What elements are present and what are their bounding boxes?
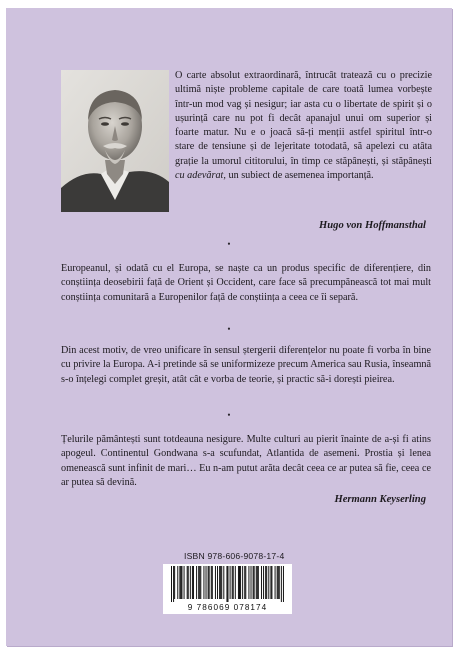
barcode-bar <box>257 566 258 599</box>
barcode-bar <box>188 566 189 599</box>
barcode-bar <box>256 566 257 599</box>
barcode-bar <box>258 566 259 599</box>
barcode-bar <box>208 566 209 599</box>
barcode-bar <box>251 566 252 599</box>
barcode-digits: 9 786069 078174 <box>187 603 268 612</box>
barcode-bar <box>198 566 199 599</box>
barcode-bar <box>228 566 229 602</box>
barcode <box>163 564 292 614</box>
barcode-bar <box>203 566 204 599</box>
barcode-bar <box>226 566 227 602</box>
barcode-bar <box>254 566 255 599</box>
back-cover <box>6 8 452 646</box>
barcode-bar <box>235 566 236 599</box>
barcode-bar <box>245 566 246 599</box>
barcode-bar <box>281 566 282 602</box>
barcode-bar <box>221 566 222 599</box>
barcode-bar <box>244 566 245 599</box>
barcode-bar <box>270 566 271 599</box>
quote1-emphasis: cu adevărat, <box>175 170 226 182</box>
barcode-bar <box>232 566 233 599</box>
isbn-number: ISBN 978-606-9078-17-4 <box>184 551 285 561</box>
barcode-bar <box>180 566 181 599</box>
barcode-icon <box>163 564 292 602</box>
barcode-bar <box>184 566 185 599</box>
barcode-bar <box>263 566 264 599</box>
barcode-bar <box>265 566 266 599</box>
barcode-bar <box>253 566 254 599</box>
barcode-bar <box>215 566 216 599</box>
author-signature-keyserling: Hermann Keyserling <box>334 494 426 505</box>
separator-bullet: • <box>227 410 231 420</box>
barcode-bar <box>266 566 267 599</box>
barcode-bar <box>179 566 180 599</box>
portrait-photo <box>61 70 169 212</box>
author-signature-hoffmansthal: Hugo von Hoffmansthal <box>319 220 426 231</box>
barcode-bar <box>181 566 182 599</box>
barcode-bar <box>223 566 224 599</box>
separator-bullet: • <box>227 239 231 249</box>
barcode-bar <box>177 566 178 599</box>
barcode-bar <box>242 566 243 599</box>
barcode-bar <box>271 566 272 599</box>
barcode-bar <box>239 566 240 599</box>
barcode-bar <box>190 566 191 599</box>
barcode-bar <box>240 566 241 599</box>
barcode-bar <box>268 566 269 599</box>
barcode-bar <box>279 566 280 599</box>
barcode-bar <box>200 566 201 599</box>
separator-bullet: • <box>227 324 231 334</box>
barcode-bar <box>217 566 218 599</box>
paragraph-europeanul: Europeanul, și odată cu el Europa, se naște ca un produs specific de diferențiere, din conștiința deosebirii față de Orient și Occident, care face să precumpănească tot mai mult conștiința comunitară a Europenilor față de conștiința a ceea ce îi separă. <box>61 263 431 303</box>
barcode-bar <box>233 566 234 599</box>
barcode-bar <box>211 566 212 599</box>
barcode-bar <box>192 566 193 599</box>
barcode-bar <box>193 566 194 599</box>
barcode-bar <box>171 566 172 602</box>
quote-hoffmansthal <box>175 69 432 183</box>
quote1-text-before: O carte absolut extraordinară, întrucât tratează cu o precizie ultimă niște probleme capitale de care toată lumea vorbește într-un mod vag și nesigur; iar asta cu o libertate de spirit și o ușurință care nu pot fi decât apanajul unui om superior și foarte matur. Nu e o joacă să-ți menții astfel spiritul într-o stare de tensiune și de lejeritate totodată, să apelezi cu atâta grație la umorul cititorului, în timp ce stăpânești, și stăpânești <box>175 70 432 167</box>
barcode-bar <box>173 566 174 602</box>
barcode-bar <box>174 566 175 599</box>
quote1-text-after: un subiect de asemenea importanță. <box>225 170 374 182</box>
barcode-bar <box>238 566 239 599</box>
barcode-bar <box>219 566 220 599</box>
barcode-bar <box>206 566 207 599</box>
barcode-bar <box>278 566 279 599</box>
barcode-bar <box>277 566 278 599</box>
barcode-bar <box>248 566 249 599</box>
paragraph-teluri: Țelurile pământești sunt totdeauna nesigure. Multe culturi au pierit înainte de a-și fi atins apogeul. Continentul Gondwana s-a scufundat, Atlantida de asemeni. Prostia și lenea omenească sunt infinit de mari… Eu n-am putut arăta decât ceea ce ar putea să fie, ceea ce ar putea să devină. <box>61 434 431 488</box>
barcode-bar <box>220 566 221 599</box>
barcode-bar <box>212 566 213 599</box>
barcode-bar <box>187 566 188 599</box>
barcode-bar <box>275 566 276 599</box>
barcode-bar <box>199 566 200 599</box>
paragraph-unificare: Din acest motiv, de vreo unificare în sensul ștergerii diferențelor nu poate fi vorba în bine cu privire la Europa. A-i pretinde să se uniformizeze precum America sau Rusia, înseamnă s-o înțelegi complet greșit, atât cât e vorba de teorie, și practic să-i dorești pieirea. <box>61 345 431 385</box>
barcode-bar <box>283 566 284 602</box>
barcode-bar <box>209 566 210 599</box>
barcode-bar <box>196 566 197 599</box>
barcode-bar <box>230 566 231 599</box>
barcode-bar <box>261 566 262 599</box>
